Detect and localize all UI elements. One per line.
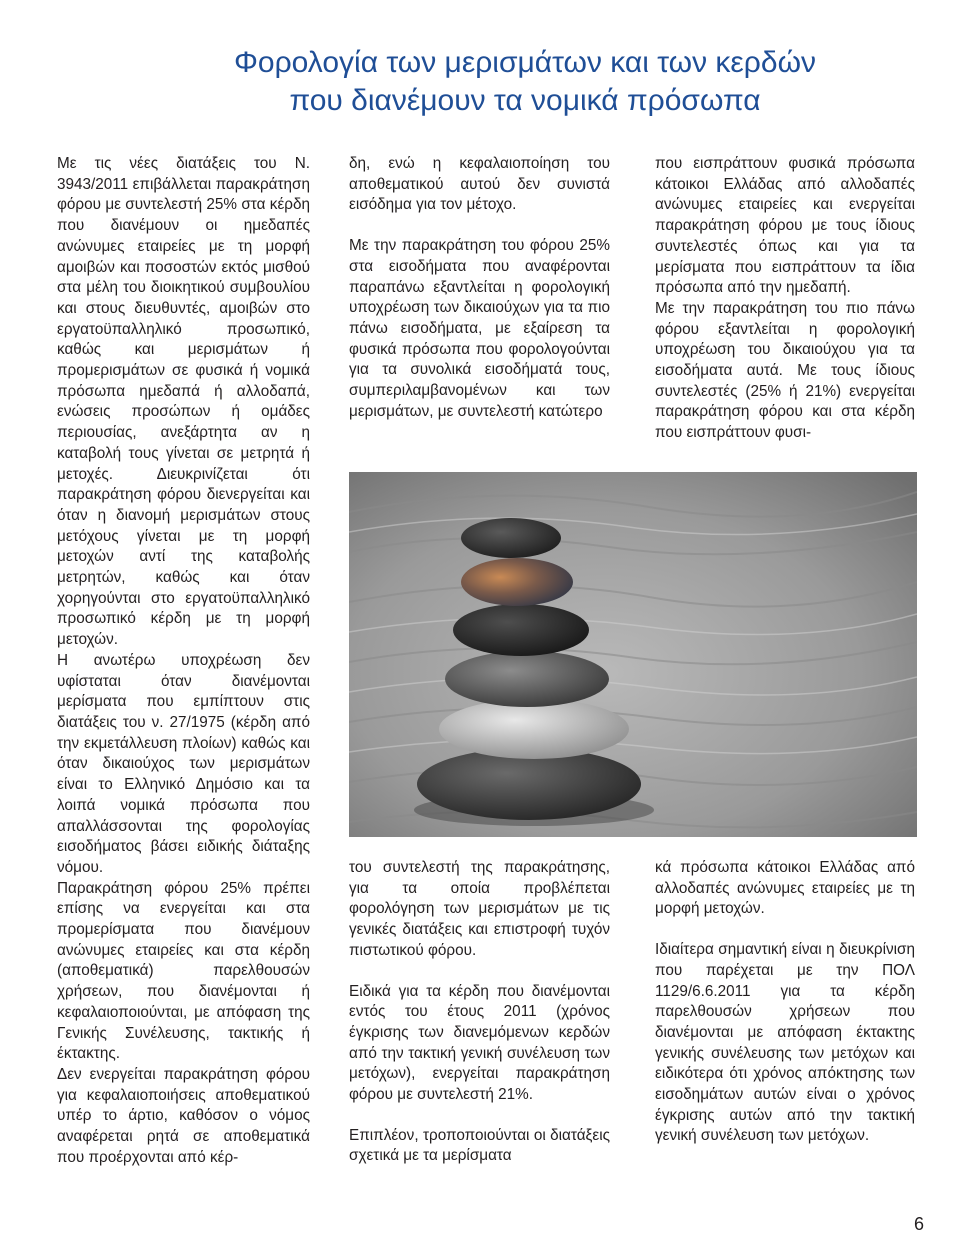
paragraph: δη, ενώ η κεφαλαιοποίηση του αποθεματικού αυτού δεν συνιστά εισόδημα για τον μέτοχο.	[349, 155, 610, 214]
article-column-3-bottom	[655, 858, 915, 1147]
paragraph: Με την παρακράτηση του πιο πάνω φόρου εξαντλείται η φορολογική υποχρέωση του δικαιούχου για τα εισοδήματα αυτά. Με τους ίδιους συντελεστές (25% ή 21%) ενεργείται παρακράτηση φόρου και στα κέρδη που εισπράττουν φυσι-	[655, 299, 915, 442]
paragraph: κά πρόσωπα κάτοικοι Ελλάδας από αλλοδαπές ανώνυμες εταιρείες με τη μορφή μετοχών.	[655, 859, 915, 918]
paragraph: Παρακράτηση φόρου 25% πρέπει επίσης να ενεργείται και στα προμερίσματα που διανέμουν ανώνυμες εταιρείες και στα κέρδη (αποθεματικά) παρελθουσών χρήσεων, που διανέμονται ή κεφαλαιοποιούνται, με απόφαση της Γενικής Συνέλευσης, τακτικής ή έκτακτης.	[57, 879, 310, 1063]
article-column-3-top	[655, 154, 915, 444]
article-column-2-top	[349, 154, 610, 422]
paragraph: Με την παρακράτηση του φόρου 25% στα εισοδήματα που αναφέρονται παραπάνω εξαντλείται η φορολογική υποχρέωση των δικαιούχων για τα πιο πάνω εισοδήματα, με εξαίρεση τα φυσικά πρόσωπα που φορολογούνται για τα συνολικά εισοδήματά τους, συμπεριλαμβανομένων και των μερισμάτων, με συντελεστή κατώτερο	[349, 237, 610, 420]
paragraph: Δεν ενεργείται παρακράτηση φόρου για κεφαλαιοποιήσεις αποθεματικού υπέρ το άρτιο, καθόσον ο νόμος αναφέρεται ρητά σε αποθεματικά που προέρχονται από κέρ-	[57, 1065, 310, 1166]
article-column-1	[57, 154, 310, 1168]
page-number: 6	[913, 1214, 924, 1234]
paragraph: του συντελεστή της παρακράτησης, για τα οποία προβλέπεται φορολόγηση των μερισμάτων με τις γενικές διατάξεις και επιστροφή τυχόν πιστωτικού φόρου.	[349, 859, 610, 959]
paragraph: Ειδικά για τα κέρδη που διανέμονται εντός του έτους 2011 (χρόνος έγκρισης των διανεμόμενων κερδών από την τακτική γενική συνέλευση των μετόχων), ενεργείται παρακράτηση φόρου με συντελεστή 21%.	[349, 982, 610, 1104]
paragraph: Ιδιαίτερα σημαντική είναι η διευκρίνιση που παρέχεται με την ΠΟΛ 1129/6.6.2011 για τα κέρδη παρελθουσών χρήσεων που διανέμονται με απόφαση έκτακτης γενικής συνέλευσης των μετόχων και ειδικότερα ότι χρόνος απόκτησης των εισοδημάτων αυτών είναι ο χρόνος έγκρισης αυτών από την τακτική γενική συνέλευση των μετόχων.	[655, 941, 915, 1145]
stacked-stones-photo	[349, 472, 917, 837]
paragraph: Επιπλέον, τροποποιούνται οι διατάξεις σχετικά με τα μερίσματα	[349, 1126, 610, 1165]
paragraph: Η ανωτέρω υποχρέωση δεν υφίσταται όταν διανέμονται μερίσματα που εμπίπτουν στις διατάξεις του ν. 27/1975 (κέρδη από την εκμετάλλευση πλοίων) καθώς και όταν δικαιούχος των μερισμάτων είναι το Ελληνικό Δημόσιο και τα λοιπά νομικά πρόσωπα που απαλλάσσονται της φορολογίας εισοδήματος βάσει ειδικής διάταξης νόμου.	[57, 651, 310, 876]
page-title-line-1: Φορολογία των μερισμάτων και των κερδών	[234, 46, 816, 79]
paragraph: που εισπράττουν φυσικά πρόσωπα κάτοικοι Ελλάδας από αλλοδαπές ανώνυμες εταιρείες και ενεργείται παρακράτηση φόρου με τους ίδιους συντελεστές όπως και για τα μερίσματα που εισπράττουν τα ίδια πρόσωπα από την ημεδαπή.	[655, 155, 915, 297]
article-column-2-bottom	[349, 858, 610, 1167]
page-title-line-2: που διανέμουν τα νομικά πρόσωπα	[289, 84, 761, 117]
paragraph: Με τις νέες διατάξεις του Ν. 3943/2011 επιβάλλεται παρακράτηση φόρου με συντελεστή 25% στα κέρδη που διανέμουν οι ημεδαπές ανώνυμες εταιρείες με τη μορφή αμοιβών και ποσοστών εκτός μισθού στα μέλη του διοικητικού συμβουλίου και στους διευθυντές, αμοιβών στο εργατοϋπαλληλικό προσωπικό, καθώς και μερισμάτων ή προμερισμάτων σε φυσικά ή νομικά πρόσωπα ημεδαπά ή αλλοδαπά, ενώσεις προσώπων ή ομάδες περιουσίας, ανεξάρτητα αν η καταβολή τους γίνεται σε μετρητά ή μετοχές. Διευκρινίζεται ότι παρακράτηση φόρου διενεργείται και όταν η διανομή μερισμάτων στους μετόχους γίνεται με τη μορφή μετοχών αντί της καταβολής μετρητών, καθώς και όταν χορηγούνται στο εργατοϋπαλληλικό προσωπικό κέρδη με τη μορφή μετοχών.	[57, 155, 310, 649]
